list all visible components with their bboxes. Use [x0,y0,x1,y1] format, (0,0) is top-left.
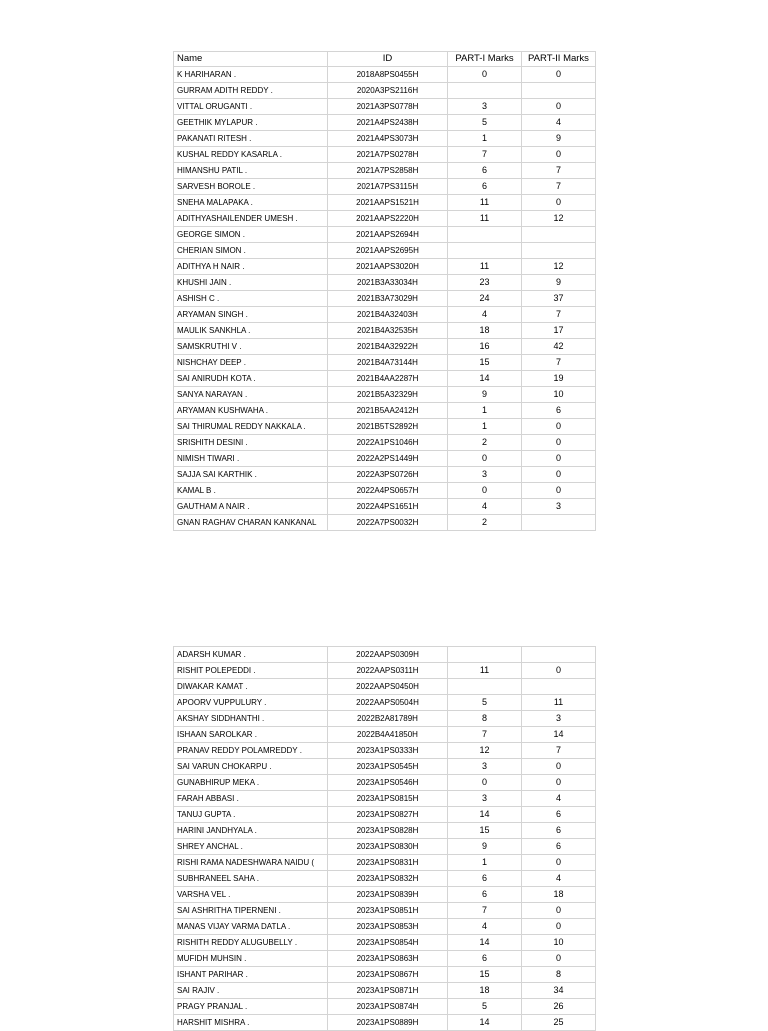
part2-marks-cell: 0 [522,147,596,163]
part2-marks-cell: 3 [522,499,596,515]
part2-marks-cell: 0 [522,903,596,919]
student-name-cell: HARINI JANDHYALA . [174,823,328,839]
student-id-cell: 2021AAPS1521H [328,195,448,211]
student-id-cell: 2018A8PS0455H [328,67,448,83]
student-id-cell: 2023A1PS0546H [328,775,448,791]
table-row [174,727,596,743]
table-row [174,147,596,163]
student-name-cell: HIMANSHU PATIL . [174,163,328,179]
table-row [174,195,596,211]
student-name-cell: GAUTHAM A NAIR . [174,499,328,515]
student-name-cell: SNEHA MALAPAKA . [174,195,328,211]
student-name-cell: GUNABHIRUP MEKA . [174,775,328,791]
table-row [174,355,596,371]
student-name-cell: SAI VARUN CHOKARPU . [174,759,328,775]
part1-marks-cell: 4 [448,919,522,935]
student-id-cell: 2021A7PS2858H [328,163,448,179]
student-name-cell: PRAGY PRANJAL . [174,999,328,1015]
table-row [174,663,596,679]
part1-marks-cell [448,647,522,663]
student-name-cell: ADITHYASHAILENDER UMESH . [174,211,328,227]
table-row [174,99,596,115]
part1-marks-cell: 18 [448,983,522,999]
student-id-cell: 2023A1PS0854H [328,935,448,951]
table-row [174,823,596,839]
table-row [174,483,596,499]
part1-marks-cell: 1 [448,855,522,871]
student-name-cell: SAJJA SAI KARTHIK . [174,467,328,483]
part1-marks-cell: 2 [448,435,522,451]
student-name-cell: GEETHIK MYLAPUR . [174,115,328,131]
student-name-cell: ISHANT PARIHAR . [174,967,328,983]
part1-marks-cell [448,83,522,99]
student-name-cell: SAI RAJIV . [174,983,328,999]
student-name-cell: GNAN RAGHAV CHARAN KANKANAL [174,515,328,531]
student-name-cell: NISHCHAY DEEP . [174,355,328,371]
student-id-cell: 2021B4A32922H [328,339,448,355]
table-row [174,515,596,531]
table-row [174,743,596,759]
part2-marks-cell: 12 [522,211,596,227]
student-name-cell: SARVESH BOROLE . [174,179,328,195]
table-row [174,371,596,387]
part1-marks-cell: 0 [448,775,522,791]
table-row [174,307,596,323]
student-id-cell: 2021B4AA2287H [328,371,448,387]
part2-marks-cell: 25 [522,1015,596,1031]
table-row [174,903,596,919]
table-row [174,775,596,791]
part2-marks-cell: 6 [522,807,596,823]
part2-marks-cell: 10 [522,387,596,403]
table-row [174,179,596,195]
student-name-cell: CHERIAN SIMON . [174,243,328,259]
student-id-cell: 2021A7PS0278H [328,147,448,163]
part2-marks-cell: 0 [522,663,596,679]
student-name-cell: HARSHIT MISHRA . [174,1015,328,1031]
table-row [174,83,596,99]
table-row [174,435,596,451]
student-name-cell: SAI ASHRITHA TIPERNENI . [174,903,328,919]
student-id-cell: 2022B4A41850H [328,727,448,743]
table-row [174,467,596,483]
marks-table-1 [173,51,596,531]
part2-marks-cell: 0 [522,195,596,211]
part2-marks-cell: 9 [522,131,596,147]
student-id-cell: 2023A1PS0871H [328,983,448,999]
part1-marks-cell: 11 [448,195,522,211]
part2-marks-cell: 0 [522,67,596,83]
part2-marks-cell: 7 [522,355,596,371]
part2-marks-cell: 12 [522,259,596,275]
part1-marks-cell: 8 [448,711,522,727]
part1-marks-cell: 12 [448,743,522,759]
part1-marks-cell: 16 [448,339,522,355]
student-id-cell: 2023A1PS0851H [328,903,448,919]
part1-marks-cell: 0 [448,67,522,83]
student-id-cell: 2022AAPS0311H [328,663,448,679]
part2-marks-cell: 7 [522,743,596,759]
student-id-cell: 2021B5A32329H [328,387,448,403]
part1-marks-cell: 3 [448,99,522,115]
part1-marks-cell: 24 [448,291,522,307]
student-name-cell: APOORV VUPPULURY . [174,695,328,711]
part1-marks-cell: 5 [448,115,522,131]
part2-marks-cell: 17 [522,323,596,339]
part2-marks-cell: 0 [522,419,596,435]
part2-marks-cell: 9 [522,275,596,291]
student-name-cell: MANAS VIJAY VARMA DATLA . [174,919,328,935]
table-row [174,451,596,467]
part2-marks-cell: 26 [522,999,596,1015]
part2-marks-cell: 11 [522,695,596,711]
student-name-cell: NIMISH TIWARI . [174,451,328,467]
student-name-cell: TANUJ GUPTA . [174,807,328,823]
part2-marks-cell: 37 [522,291,596,307]
student-name-cell: RISHITH REDDY ALUGUBELLY . [174,935,328,951]
student-id-cell: 2021B3A33034H [328,275,448,291]
part1-marks-cell: 14 [448,371,522,387]
part1-header: PART-I Marks [448,52,522,67]
student-id-cell: 2023A1PS0815H [328,791,448,807]
marks-table-2 [173,646,596,1031]
table-row [174,967,596,983]
table-row [174,807,596,823]
student-id-cell: 2021A4PS2438H [328,115,448,131]
part1-marks-cell: 15 [448,355,522,371]
student-id-cell: 2021B4A73144H [328,355,448,371]
part2-marks-cell [522,679,596,695]
student-id-cell: 2022A2PS1449H [328,451,448,467]
table-row [174,839,596,855]
student-name-cell: SRISHITH DESINI . [174,435,328,451]
part1-marks-cell: 1 [448,131,522,147]
table-row [174,951,596,967]
part2-marks-cell: 0 [522,919,596,935]
student-id-cell: 2022AAPS0504H [328,695,448,711]
table-row [174,403,596,419]
student-id-cell: 2021B5AA2412H [328,403,448,419]
part2-marks-cell: 34 [522,983,596,999]
part1-marks-cell [448,243,522,259]
student-name-cell: SHREY ANCHAL . [174,839,328,855]
student-name-cell: SAMSKRUTHI V . [174,339,328,355]
part2-marks-cell: 0 [522,759,596,775]
table-row [174,935,596,951]
part1-marks-cell: 5 [448,999,522,1015]
table-2-body [174,647,596,1031]
part2-marks-cell: 4 [522,791,596,807]
table-row [174,983,596,999]
part1-marks-cell: 23 [448,275,522,291]
student-id-cell: 2022A3PS0726H [328,467,448,483]
table-row [174,1015,596,1031]
part1-marks-cell: 4 [448,499,522,515]
part1-marks-cell: 2 [448,515,522,531]
table-row [174,647,596,663]
student-name-cell: RISHI RAMA NADESHWARA NAIDU ( [174,855,328,871]
table-row [174,419,596,435]
table-row [174,259,596,275]
student-name-cell: ADITHYA H NAIR . [174,259,328,275]
part1-marks-cell: 6 [448,887,522,903]
part1-marks-cell: 6 [448,871,522,887]
part1-marks-cell: 1 [448,419,522,435]
part2-marks-cell [522,227,596,243]
part2-marks-cell: 19 [522,371,596,387]
table-row [174,871,596,887]
table-row [174,759,596,775]
table-1-body [174,67,596,531]
student-id-cell: 2021AAPS2695H [328,243,448,259]
student-name-cell: KUSHAL REDDY KASARLA . [174,147,328,163]
table-row [174,275,596,291]
part2-marks-cell: 0 [522,951,596,967]
part1-marks-cell: 9 [448,387,522,403]
student-name-cell: GURRAM ADITH REDDY . [174,83,328,99]
table-row [174,791,596,807]
part2-marks-cell: 4 [522,115,596,131]
part2-marks-cell: 7 [522,307,596,323]
table-row [174,919,596,935]
student-name-cell: RISHIT POLEPEDDI . [174,663,328,679]
student-name-cell: FARAH ABBASI . [174,791,328,807]
table-row [174,339,596,355]
table-row [174,711,596,727]
name-header: Name [174,52,328,67]
part2-marks-cell [522,243,596,259]
part1-marks-cell: 4 [448,307,522,323]
student-name-cell: ASHISH C . [174,291,328,307]
part2-header: PART-II Marks [522,52,596,67]
student-id-cell: 2022A4PS0657H [328,483,448,499]
student-name-cell: PAKANATI RITESH . [174,131,328,147]
student-id-cell: 2021AAPS3020H [328,259,448,275]
part2-marks-cell: 18 [522,887,596,903]
student-name-cell: ARYAMAN SINGH . [174,307,328,323]
part1-marks-cell: 5 [448,695,522,711]
student-name-cell: GEORGE SIMON . [174,227,328,243]
student-id-cell: 2021B3A73029H [328,291,448,307]
part1-marks-cell: 7 [448,147,522,163]
student-name-cell: SAI THIRUMAL REDDY NAKKALA . [174,419,328,435]
table-row [174,387,596,403]
student-id-cell: 2023A1PS0827H [328,807,448,823]
student-name-cell: PRANAV REDDY POLAMREDDY . [174,743,328,759]
part2-marks-cell: 3 [522,711,596,727]
student-name-cell: VITTAL ORUGANTI . [174,99,328,115]
part1-marks-cell: 7 [448,903,522,919]
part1-marks-cell: 6 [448,179,522,195]
student-id-cell: 2022B2A81789H [328,711,448,727]
table-row [174,227,596,243]
part1-marks-cell: 11 [448,663,522,679]
part1-marks-cell: 11 [448,259,522,275]
table-row [174,887,596,903]
part2-marks-cell [522,515,596,531]
part2-marks-cell: 0 [522,775,596,791]
student-name-cell: K HARIHARAN . [174,67,328,83]
student-id-cell: 2023A1PS0545H [328,759,448,775]
part2-marks-cell: 0 [522,467,596,483]
part1-marks-cell: 15 [448,967,522,983]
part1-marks-cell: 14 [448,935,522,951]
id-header: ID [328,52,448,67]
part1-marks-cell: 3 [448,467,522,483]
student-id-cell: 2021B4A32403H [328,307,448,323]
table-row [174,999,596,1015]
table-row [174,695,596,711]
part2-marks-cell: 8 [522,967,596,983]
table-row [174,67,596,83]
student-id-cell: 2023A1PS0839H [328,887,448,903]
part2-marks-cell: 0 [522,451,596,467]
part1-marks-cell: 14 [448,807,522,823]
student-name-cell: SUBHRANEEL SAHA . [174,871,328,887]
part2-marks-cell: 6 [522,839,596,855]
student-name-cell: KAMAL B . [174,483,328,499]
student-id-cell: 2021A3PS0778H [328,99,448,115]
student-id-cell: 2021B5TS2892H [328,419,448,435]
part2-marks-cell: 0 [522,483,596,499]
student-id-cell: 2021A7PS3115H [328,179,448,195]
part2-marks-cell [522,83,596,99]
part1-marks-cell: 7 [448,727,522,743]
student-id-cell: 2023A1PS0889H [328,1015,448,1031]
student-id-cell: 2021AAPS2694H [328,227,448,243]
part2-marks-cell: 42 [522,339,596,355]
part1-marks-cell: 0 [448,451,522,467]
part2-marks-cell: 0 [522,855,596,871]
student-id-cell: 2022A1PS1046H [328,435,448,451]
part2-marks-cell: 0 [522,435,596,451]
table-row [174,499,596,515]
student-name-cell: MAULIK SANKHLA . [174,323,328,339]
part1-marks-cell: 18 [448,323,522,339]
part1-marks-cell: 11 [448,211,522,227]
part2-marks-cell: 0 [522,99,596,115]
student-id-cell: 2021B4A32535H [328,323,448,339]
student-id-cell: 2023A1PS0333H [328,743,448,759]
part1-marks-cell: 6 [448,163,522,179]
student-id-cell: 2023A1PS0867H [328,967,448,983]
table-row [174,679,596,695]
part1-marks-cell: 1 [448,403,522,419]
part2-marks-cell: 14 [522,727,596,743]
table-row [174,323,596,339]
student-id-cell: 2023A1PS0831H [328,855,448,871]
part2-marks-cell: 6 [522,823,596,839]
student-name-cell: ADARSH KUMAR . [174,647,328,663]
table-row [174,243,596,259]
part2-marks-cell: 6 [522,403,596,419]
student-name-cell: SAI ANIRUDH KOTA . [174,371,328,387]
student-id-cell: 2022AAPS0309H [328,647,448,663]
student-id-cell: 2023A1PS0853H [328,919,448,935]
student-name-cell: MUFIDH MUHSIN . [174,951,328,967]
student-id-cell: 2021A4PS3073H [328,131,448,147]
student-name-cell: KHUSHI JAIN . [174,275,328,291]
part1-marks-cell: 6 [448,951,522,967]
student-name-cell: DIWAKAR KAMAT . [174,679,328,695]
table-row [174,291,596,307]
student-id-cell: 2021AAPS2220H [328,211,448,227]
table-row [174,131,596,147]
part2-marks-cell [522,647,596,663]
part2-marks-cell: 7 [522,163,596,179]
student-id-cell: 2023A1PS0828H [328,823,448,839]
student-name-cell: SANYA NARAYAN . [174,387,328,403]
student-id-cell: 2022A7PS0032H [328,515,448,531]
student-name-cell: AKSHAY SIDDHANTHI . [174,711,328,727]
student-id-cell: 2023A1PS0832H [328,871,448,887]
table-row [174,855,596,871]
student-id-cell: 2023A1PS0830H [328,839,448,855]
table-row [174,211,596,227]
student-id-cell: 2023A1PS0863H [328,951,448,967]
part2-marks-cell: 7 [522,179,596,195]
student-id-cell: 2023A1PS0874H [328,999,448,1015]
part2-marks-cell: 4 [522,871,596,887]
part1-marks-cell: 0 [448,483,522,499]
part1-marks-cell: 15 [448,823,522,839]
table-row [174,163,596,179]
part1-marks-cell: 9 [448,839,522,855]
part1-marks-cell: 3 [448,791,522,807]
table-row [174,115,596,131]
student-name-cell: VARSHA VEL . [174,887,328,903]
part1-marks-cell [448,679,522,695]
part1-marks-cell: 14 [448,1015,522,1031]
student-name-cell: ARYAMAN KUSHWAHA . [174,403,328,419]
part1-marks-cell: 3 [448,759,522,775]
part1-marks-cell [448,227,522,243]
part2-marks-cell: 10 [522,935,596,951]
student-id-cell: 2022AAPS0450H [328,679,448,695]
student-id-cell: 2020A3PS2116H [328,83,448,99]
header-row [174,52,596,67]
student-id-cell: 2022A4PS1651H [328,499,448,515]
student-name-cell: ISHAAN SAROLKAR . [174,727,328,743]
